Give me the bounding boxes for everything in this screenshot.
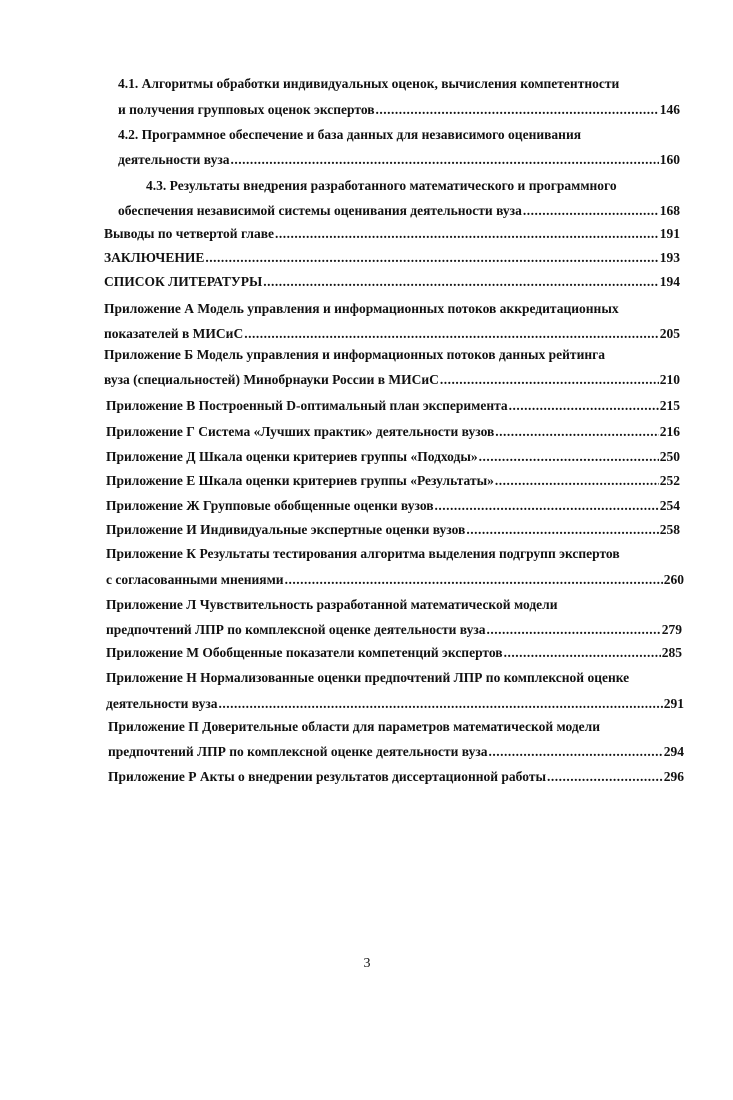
toc-page-number: 191 (659, 226, 680, 241)
toc-page-number: 146 (659, 102, 680, 117)
toc-entry-title: Приложение Ж Групповые обобщенные оценки вузов (106, 498, 434, 513)
leader-dots (523, 203, 659, 219)
leader-dots (263, 274, 659, 290)
leader-dots (504, 645, 661, 661)
leader-dots (205, 250, 658, 266)
toc-page-number: 260 (663, 572, 684, 587)
leader-dots (435, 498, 659, 514)
toc-entry-title-cont: предпочтений ЛПР по комплексной оценке деятельности вуза (106, 622, 486, 637)
leader-dots (495, 473, 659, 489)
toc-page-number: 216 (659, 424, 680, 439)
toc-entry-title: 4.2. Программное обеспечение и база данных для независимого оценивания (118, 127, 582, 142)
toc-entry-title-cont: вуза (специальностей) Минобрнауки России в МИСиС (104, 372, 439, 387)
leader-dots (509, 398, 659, 414)
toc-entry-title-cont: предпочтений ЛПР по комплексной оценке деятельности вуза (108, 744, 488, 759)
toc-entry-title: Приложение Л Чувствительность разработанной математической модели (106, 597, 558, 612)
leader-dots (219, 696, 663, 712)
toc-entry-title: Приложение Н Нормализованные оценки предпочтений ЛПР по комплексной оценке (106, 670, 630, 685)
toc-page-number: 285 (661, 645, 682, 660)
toc-entry-title: ЗАКЛЮЧЕНИЕ (104, 250, 205, 265)
toc-entry-title: Приложение А Модель управления и информационных потоков аккредитационных (104, 301, 619, 316)
leader-dots (376, 102, 659, 118)
toc-entry-title: Приложение И Индивидуальные экспертные оценки вузов (106, 522, 466, 537)
toc-page-number: 254 (659, 498, 680, 513)
toc-page-number: 160 (659, 152, 680, 167)
page-number: 3 (363, 956, 371, 971)
toc-entry-title-cont: деятельности вуза (118, 152, 230, 167)
toc-entry-title: Приложение Е Шкала оценки критериев группы «Результаты» (106, 473, 494, 488)
leader-dots (489, 744, 663, 760)
toc-entry-title-cont: и получения групповых оценок экспертов (118, 102, 375, 117)
toc-entry-title: 4.1. Алгоритмы обработки индивидуальных оценок, вычисления компетентности (118, 76, 620, 91)
toc-page-number: 250 (659, 449, 680, 464)
toc-page-number: 279 (661, 622, 682, 637)
toc-page-number: 294 (663, 744, 684, 759)
leader-dots (466, 522, 658, 538)
toc-entry-title: Приложение Д Шкала оценки критериев группы «Подходы» (106, 449, 478, 464)
leader-dots (285, 572, 663, 588)
leader-dots (495, 424, 658, 440)
toc-entry-title-cont: с согласованными мнениями (106, 572, 284, 587)
toc-page-number: 215 (659, 398, 680, 413)
toc-page-number: 193 (659, 250, 680, 265)
toc-entry-title: 4.3. Результаты внедрения разработанного математического и программного (146, 178, 617, 193)
leader-dots (231, 152, 659, 168)
toc-entry-title: Приложение Р Акты о внедрении результатов диссертационной работы (108, 769, 546, 784)
leader-dots (479, 449, 659, 465)
toc-page-number: 168 (659, 203, 680, 218)
toc-entry-heading (118, 76, 680, 92)
toc-entry-title: Приложение Г Система «Лучших практик» деятельности вузов (106, 424, 495, 439)
toc-entry-title: Выводы по четвертой главе (104, 226, 275, 241)
toc-entry-title: Приложение В Построенный D-оптимальный план эксперимента (106, 398, 508, 413)
leader-dots (275, 226, 659, 242)
toc-page-number: 296 (663, 769, 684, 784)
toc-entry-title-cont: деятельности вуза (106, 696, 218, 711)
toc-entry-title-cont: показателей в МИСиС (104, 326, 244, 341)
toc-entry-title: СПИСОК ЛИТЕРАТУРЫ (104, 274, 263, 289)
toc-entry-title: Приложение Б Модель управления и информационных потоков данных рейтинга (104, 347, 606, 362)
toc-entry-title: Приложение М Обобщенные показатели компетенций экспертов (106, 645, 503, 660)
toc-page-number: 291 (663, 696, 684, 711)
leader-dots (244, 326, 659, 342)
toc-entry-title: Приложение К Результаты тестирования алгоритма выделения подгрупп экспертов (106, 546, 620, 561)
toc-entry-title: Приложение П Доверительные области для параметров математической модели (108, 719, 601, 734)
leader-dots (440, 372, 659, 388)
toc-page-number: 258 (659, 522, 680, 537)
leader-dots (547, 769, 663, 785)
toc-entry-title-cont: обеспечения независимой системы оценивания деятельности вуза (118, 203, 522, 218)
toc-page-number: 194 (659, 274, 680, 289)
toc-page-number: 205 (659, 326, 680, 341)
toc-page-number: 210 (659, 372, 680, 387)
toc-page-number: 252 (659, 473, 680, 488)
leader-dots (487, 622, 661, 638)
